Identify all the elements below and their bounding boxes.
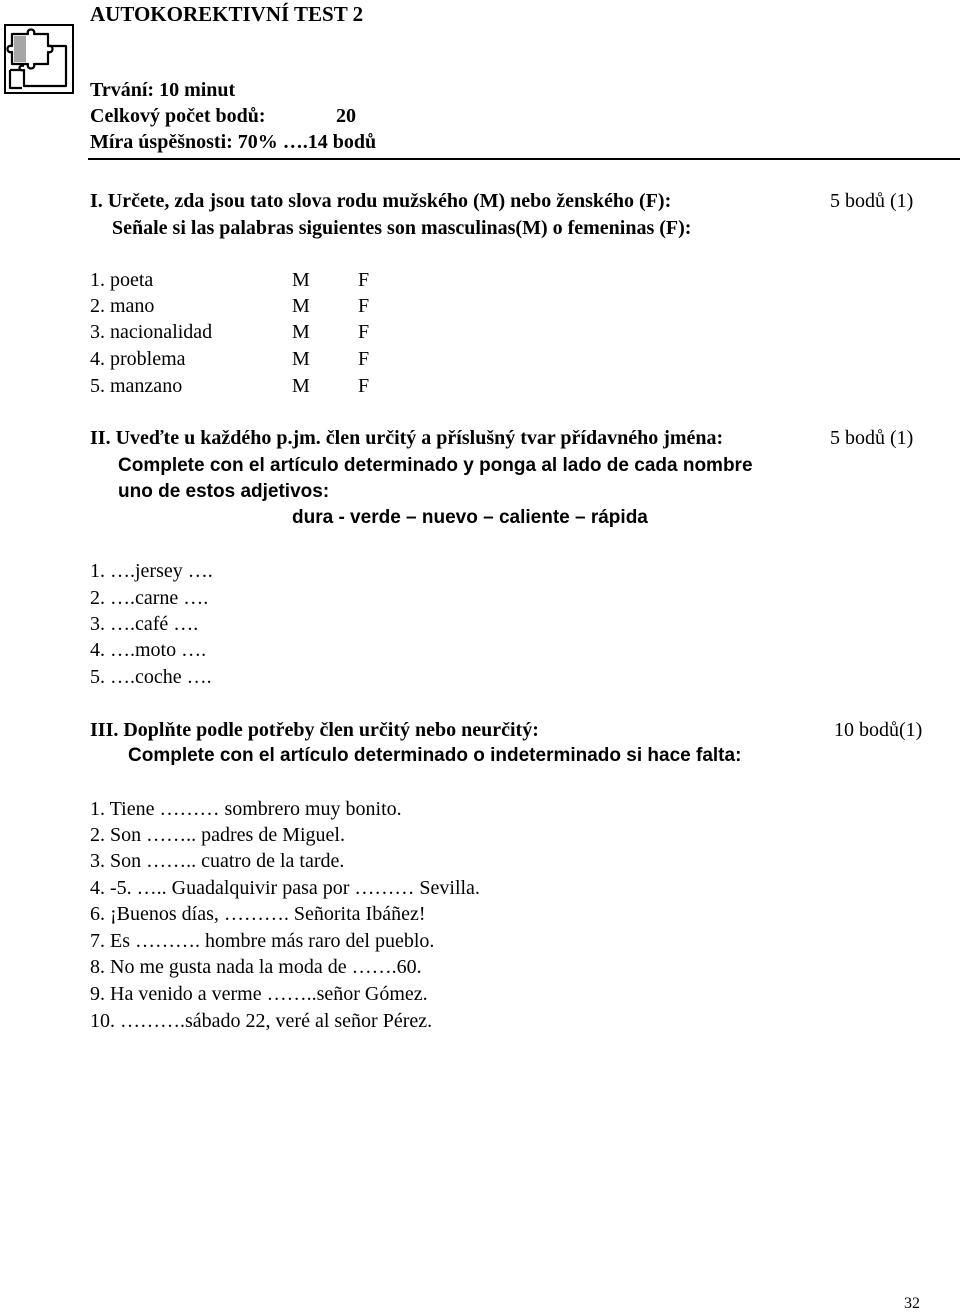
option-m[interactable]: M (292, 375, 310, 397)
page-number: 32 (904, 1295, 920, 1312)
list-item: 2. ….carne …. (90, 587, 209, 609)
section3-points: 10 bodů(1) (834, 719, 923, 741)
list-item: 4. ….moto …. (90, 639, 207, 661)
list-item: 1. Tiene ……… sombrero muy bonito. (90, 798, 402, 820)
total-points-value: 20 (336, 105, 356, 127)
total-points-label: Celkový počet bodů: (90, 105, 266, 127)
list-item: 2. mano (90, 295, 155, 317)
section1-heading: I. Určete, zda jsou tato slova rodu mužského (M) nebo ženského (F): (90, 190, 672, 212)
list-item: 9. Ha venido a verme ……..señor Gómez. (90, 983, 428, 1005)
list-item: 3. Son …….. cuatro de la tarde. (90, 850, 345, 872)
test-title: AUTOKOREKTIVNÍ TEST 2 (90, 2, 364, 26)
option-f[interactable]: F (358, 269, 370, 291)
header-divider (88, 158, 960, 160)
option-m[interactable]: M (292, 321, 310, 343)
list-item: 7. Es ………. hombre más raro del pueblo. (90, 930, 435, 952)
list-item: 3. ….café …. (90, 613, 199, 635)
section2-points: 5 bodů (1) (830, 427, 914, 449)
section2-subheading: Complete con el artículo determinado y ponga al lado de cada nombre (118, 455, 753, 476)
section2-subheading-cont: uno de estos adjetivos: (118, 481, 330, 502)
list-item: 1. ….jersey …. (90, 560, 213, 582)
option-m[interactable]: M (292, 348, 310, 370)
success-rate-text: Míra úspěšnosti: 70% ….14 bodů (90, 131, 377, 153)
list-item: 3. nacionalidad (90, 321, 213, 343)
list-item: 4. problema (90, 348, 186, 370)
list-item: 8. No me gusta nada la moda de …….60. (90, 956, 422, 978)
list-item: 1. poeta (90, 269, 154, 291)
list-item: 6. ¡Buenos días, ………. Señorita Ibáñez! (90, 903, 426, 925)
section3-subheading: Complete con el artículo determinado o indeterminado si hace falta: (128, 745, 742, 766)
list-item: 4. -5. ….. Guadalquivir pasa por ……… Sevilla. (90, 877, 480, 899)
list-item: 10. ……….sábado 22, veré al señor Pérez. (90, 1010, 433, 1032)
section1-points: 5 bodů (1) (830, 190, 914, 212)
option-m[interactable]: M (292, 295, 310, 317)
list-item: 5. ….coche …. (90, 666, 212, 688)
option-f[interactable]: F (358, 321, 370, 343)
section2-heading: II. Uveďte u každého p.jm. člen určitý a příslušný tvar přídavného jména: (90, 427, 724, 449)
adjective-list: dura - verde – nuevo – caliente – rápida (292, 507, 648, 528)
option-f[interactable]: F (358, 348, 370, 370)
section3-heading: III. Doplňte podle potřeby člen určitý nebo neurčitý: (90, 719, 539, 741)
duration-text: Trvání: 10 minut (90, 79, 236, 101)
option-f[interactable]: F (358, 375, 370, 397)
option-f[interactable]: F (358, 295, 370, 317)
option-m[interactable]: M (292, 269, 310, 291)
puzzle-icon (4, 24, 74, 94)
list-item: 5. manzano (90, 375, 183, 397)
section1-subheading: Señale si las palabras siguientes son masculinas(M) o femeninas (F): (112, 217, 692, 239)
list-item: 2. Son …….. padres de Miguel. (90, 824, 345, 846)
